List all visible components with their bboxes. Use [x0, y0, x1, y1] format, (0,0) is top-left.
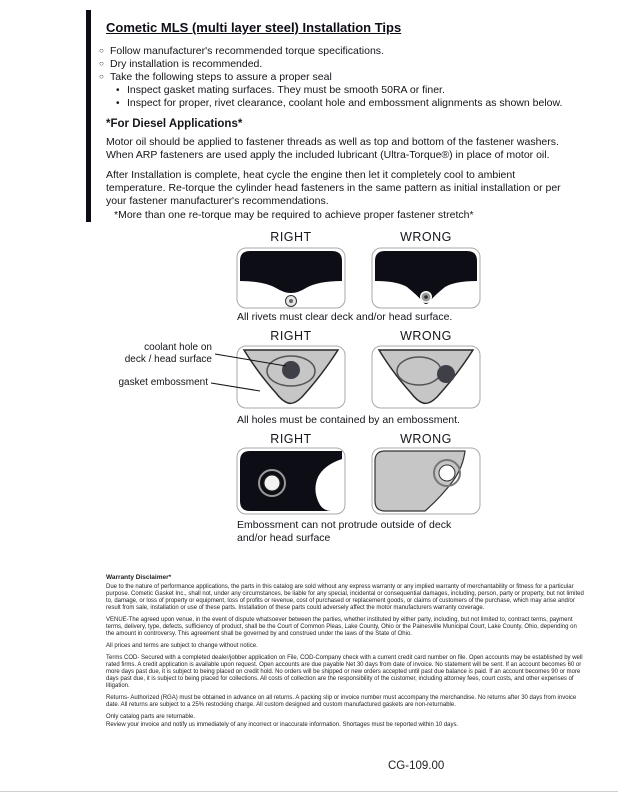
embossment-wrong-diagram — [371, 345, 481, 414]
page-bottom-edge — [0, 791, 618, 792]
tip-item — [99, 71, 579, 84]
embossment-on-deck-illustration — [236, 447, 346, 515]
hole-not-contained-illustration — [371, 345, 481, 409]
rivet-wrong-diagram — [371, 247, 481, 314]
coolant-hole-callout — [112, 342, 212, 366]
diesel-paragraph-2: After Installation is complete, heat cycle the engine then let it completely cool to ambient temperature. Re-torque the cylinder head fasteners in the same pattern as initial installation or per your fastener manufacturer's recommendations. — [106, 169, 561, 207]
row1-caption: All rivets must clear deck and/or head surface. — [237, 311, 453, 323]
row3-caption-line1: Embossment can not protrude outside of deck — [237, 519, 452, 531]
rivet-right-diagram — [236, 247, 346, 314]
tip-item — [99, 45, 579, 58]
wrong-label-row1: WRONG — [400, 230, 452, 244]
callout-line-2: deck / head surface — [124, 354, 212, 365]
gasket-embossment-callout: gasket embossment — [118, 377, 208, 388]
warranty-section — [106, 574, 584, 734]
wrong-label-row3: WRONG — [400, 432, 452, 446]
protrusion-wrong-diagram — [371, 447, 481, 520]
callout-line-1: coolant hole on — [144, 342, 212, 353]
diesel-heading: *For Diesel Applications* — [106, 118, 243, 130]
embossment-protruding-illustration — [371, 447, 481, 515]
right-label-row2: RIGHT — [270, 329, 312, 343]
doc-title: Cometic MLS (multi layer steel) Installation Tips — [106, 20, 402, 35]
right-label-row3: RIGHT — [270, 432, 312, 446]
tip-text: Inspect gasket mating surfaces. They must be smooth 50RA or finer. — [127, 84, 445, 96]
tip-subitem — [99, 97, 579, 110]
tip-text: Follow manufacturer's recommended torque specifications. — [110, 45, 384, 57]
warranty-paragraph: Review your invoice and notify us immediately of any incorrect or inaccurate information. Shortages must be reported within 10 days. — [106, 722, 459, 728]
tip-text: Take the following steps to assure a proper seal — [110, 71, 332, 83]
hole-contained-illustration — [236, 345, 346, 409]
warranty-paragraph: Due to the nature of performance applications, the parts in this catalog are sold without any express warranty or any implied warranty of merchantability or fitness for a particular purpose. Cometic Gasket Inc., shall not, under any circumstances, be liable for any special, incidental or consequential damages, including, person, party or property, but not limited to, damage, or loss of property or equipment, loss of profits or revenue, cost of purchased or replacement goods, or claims of customers of the purchase, which may arise and/or result from sale, installation or use of these parts. Installation of these parts could adversely affect the motor manufacturers warranty coverage. — [106, 584, 584, 611]
rivet-clear-illustration — [236, 247, 346, 309]
warranty-paragraph: Returns- Authorized (RGA) must be obtained in advance on all returns. A packing slip or invoice number must accompany the merchandise. No returns after 30 days from invoice date. All returns are subject to a 25% restocking charge. All custom designed and custom manufactured gaskets are non-returnable. — [106, 695, 577, 708]
bullet-icon — [116, 97, 127, 110]
warranty-paragraph: Only catalog parts are returnable. — [106, 714, 196, 720]
rivet-interference-illustration — [371, 247, 481, 309]
tips-list — [99, 45, 579, 110]
page-code: CG-109.00 — [388, 760, 445, 772]
row3-caption-line2: and/or head surface — [237, 532, 331, 544]
protrusion-right-diagram — [236, 447, 346, 520]
warranty-paragraph: VENUE-The agreed upon venue, in the event of dispute whatsoever between the parties, whether instituted by either party, including, but not limited to, contract terms, payment terms, delivery, type, defects, sufficiency of product, shall be the Court of Common Pleas, Lake County, Ohio or the Painesville Municipal Court, Lake County, Ohio, depending on the amount in controversy. This agreement shall be governed by and construed under the laws of the State of Ohio. — [106, 617, 577, 637]
bullet-icon — [116, 84, 127, 97]
warranty-heading: Warranty Disclaimer* — [106, 574, 172, 581]
hollow-bullet-icon — [99, 71, 110, 84]
warranty-paragraph: All prices and terms are subject to change without notice. — [106, 643, 258, 649]
wrong-label-row2: WRONG — [400, 329, 452, 343]
diesel-paragraph-1: Motor oil should be applied to fastener threads as well as top and bottom of the fastener washers. When ARP fasteners are used apply the included lubricant (Ultra-Torque®) in place of motor oil. — [106, 136, 559, 161]
row2-caption: All holes must be contained by an embossment. — [237, 414, 460, 426]
tip-text: Dry installation is recommended. — [110, 58, 263, 70]
right-label-row1: RIGHT — [270, 230, 312, 244]
retorque-note: *More than one re-torque may be required to achieve proper fastener stretch* — [114, 209, 474, 221]
tip-subitem — [99, 84, 579, 97]
embossment-right-diagram — [236, 345, 346, 414]
hollow-bullet-icon — [99, 58, 110, 71]
warranty-paragraph: Terms COD- Secured with a completed dealer/jobber application on File, COD-Company check with a current credit card number on file. Open accounts may be established by well rated firms. A credit application is available upon request. Open accounts are due payable Net 30 days from date of invoice. No statement will be sent. If an account becomes 60 or more days past due, it is subject to being placed on credit hold. No orders will be shipped or new orders accepted until past due balance is paid. If an account becomes 90 or more days past due, it is subject to being placed for collections. All costs of collection are the responsibility of the customer, including attorney fees, court costs, and other expenses of litigation. — [106, 655, 583, 689]
tip-text: Inspect for proper, rivet clearance, coolant hole and embossment alignments as shown below. — [127, 97, 563, 109]
hollow-bullet-icon — [99, 45, 110, 58]
left-accent-bar — [86, 10, 91, 222]
tip-item — [99, 58, 579, 71]
